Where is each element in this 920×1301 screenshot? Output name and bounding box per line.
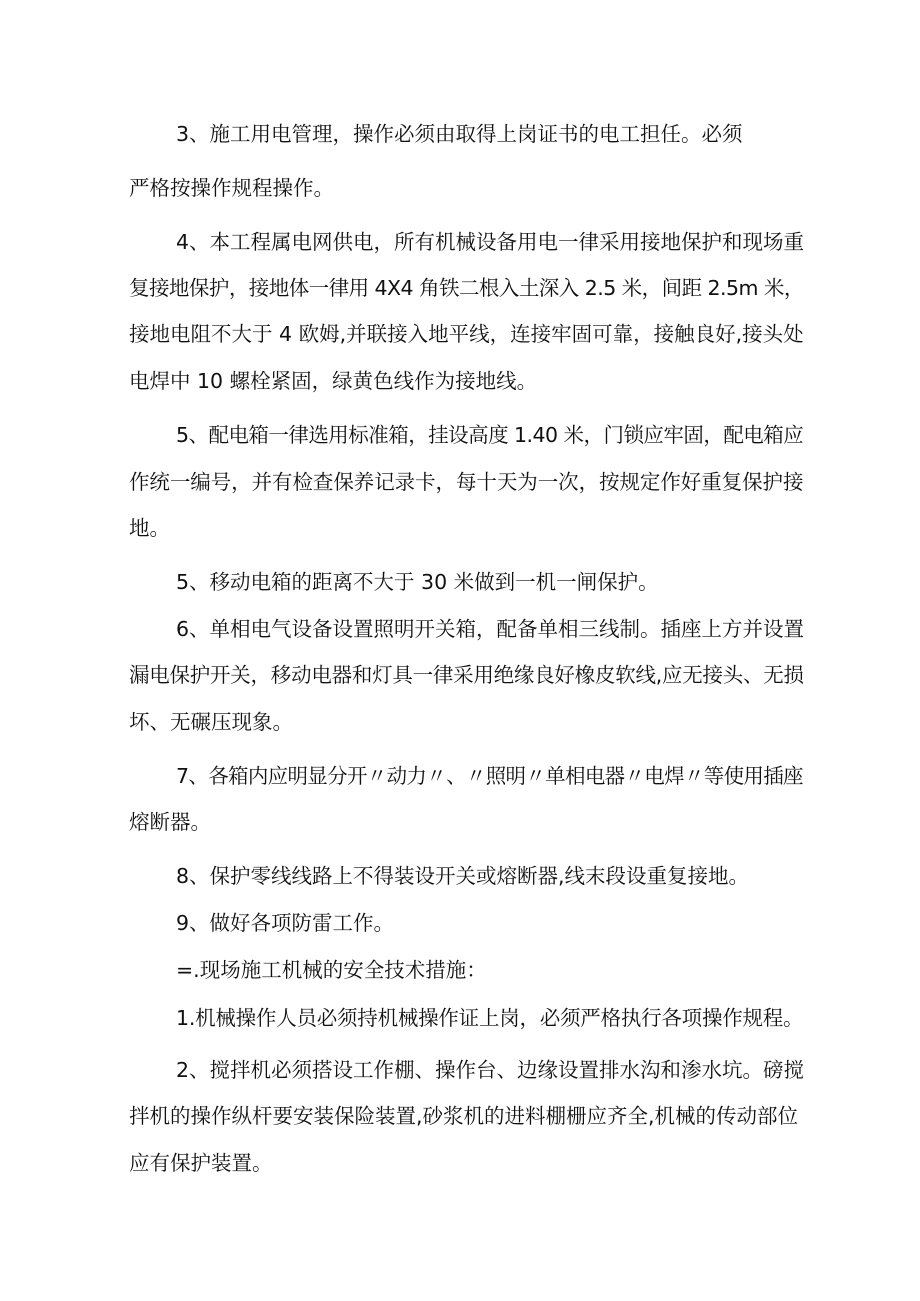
text-line: 复接地保护，接地体一律用 4X4 角铁二根入土深入 2.5 米，间距 2.5m 米， xyxy=(129,276,804,300)
text-line: 9、做好各项防雷工作。 xyxy=(176,911,395,935)
text-line: 电焊中 10 螺栓紧固，绿黄色线作为接地线。 xyxy=(129,369,538,393)
text-line: =.现场施工机械的安全技术措施： xyxy=(176,958,487,982)
text-line: 5、移动电箱的距离不大于 30 米做到一机一闸保护。 xyxy=(176,570,659,594)
text-line: 6、单相电气设备设置照明开关箱，配备单相三线制。插座上方并设置 xyxy=(176,617,805,641)
text-line: 7、各箱内应明显分开〃动力〃、〃照明〃单相电器〃电焊〃等使用插座 xyxy=(176,764,803,788)
text-line: 1.机械操作人员必须持机械操作证上岗，必须严格执行各项操作规程。 xyxy=(176,1006,804,1030)
text-line: 坏、无碾压现象。 xyxy=(129,710,293,734)
text-line: 3、施工用电管理，操作必须由取得上岗证书的电工担任。必须 xyxy=(176,122,743,146)
text-line: 严格按操作规程操作。 xyxy=(129,176,334,200)
text-line: 地。 xyxy=(129,516,170,540)
text-line: 接地电阻不大于 4 欧姆,并联接入地平线，连接牢固可靠，接触良好,接头处 xyxy=(129,322,804,346)
text-line: 熔断器。 xyxy=(129,810,211,834)
text-line: 2、搅拌机必须搭设工作棚、操作台、边缘设置排水沟和渗水坑。磅搅 xyxy=(176,1058,805,1082)
text-line: 应有保护装置。 xyxy=(129,1151,273,1175)
text-line: 5、配电箱一律选用标准箱，挂设高度 1.40 米，门锁应牢固，配电箱应 xyxy=(176,423,804,447)
text-line: 8、保护零线线路上不得装设开关或熔断器,线末段设重复接地。 xyxy=(176,864,750,888)
text-line: 作统一编号，并有检查保养记录卡，每十天为一次，按规定作好重复保护接 xyxy=(129,470,804,494)
text-line: 4、本工程属电网供电，所有机械设备用电一律采用接地保护和现场重 xyxy=(176,230,805,254)
text-line: 漏电保护开关，移动电器和灯具一律采用绝缘良好橡皮软线,应无接头、无损 xyxy=(129,663,804,687)
text-line: 拌机的操作纵杆要安装保险装置,砂浆机的进料棚栅应齐全,机械的传动部位 xyxy=(129,1104,799,1128)
